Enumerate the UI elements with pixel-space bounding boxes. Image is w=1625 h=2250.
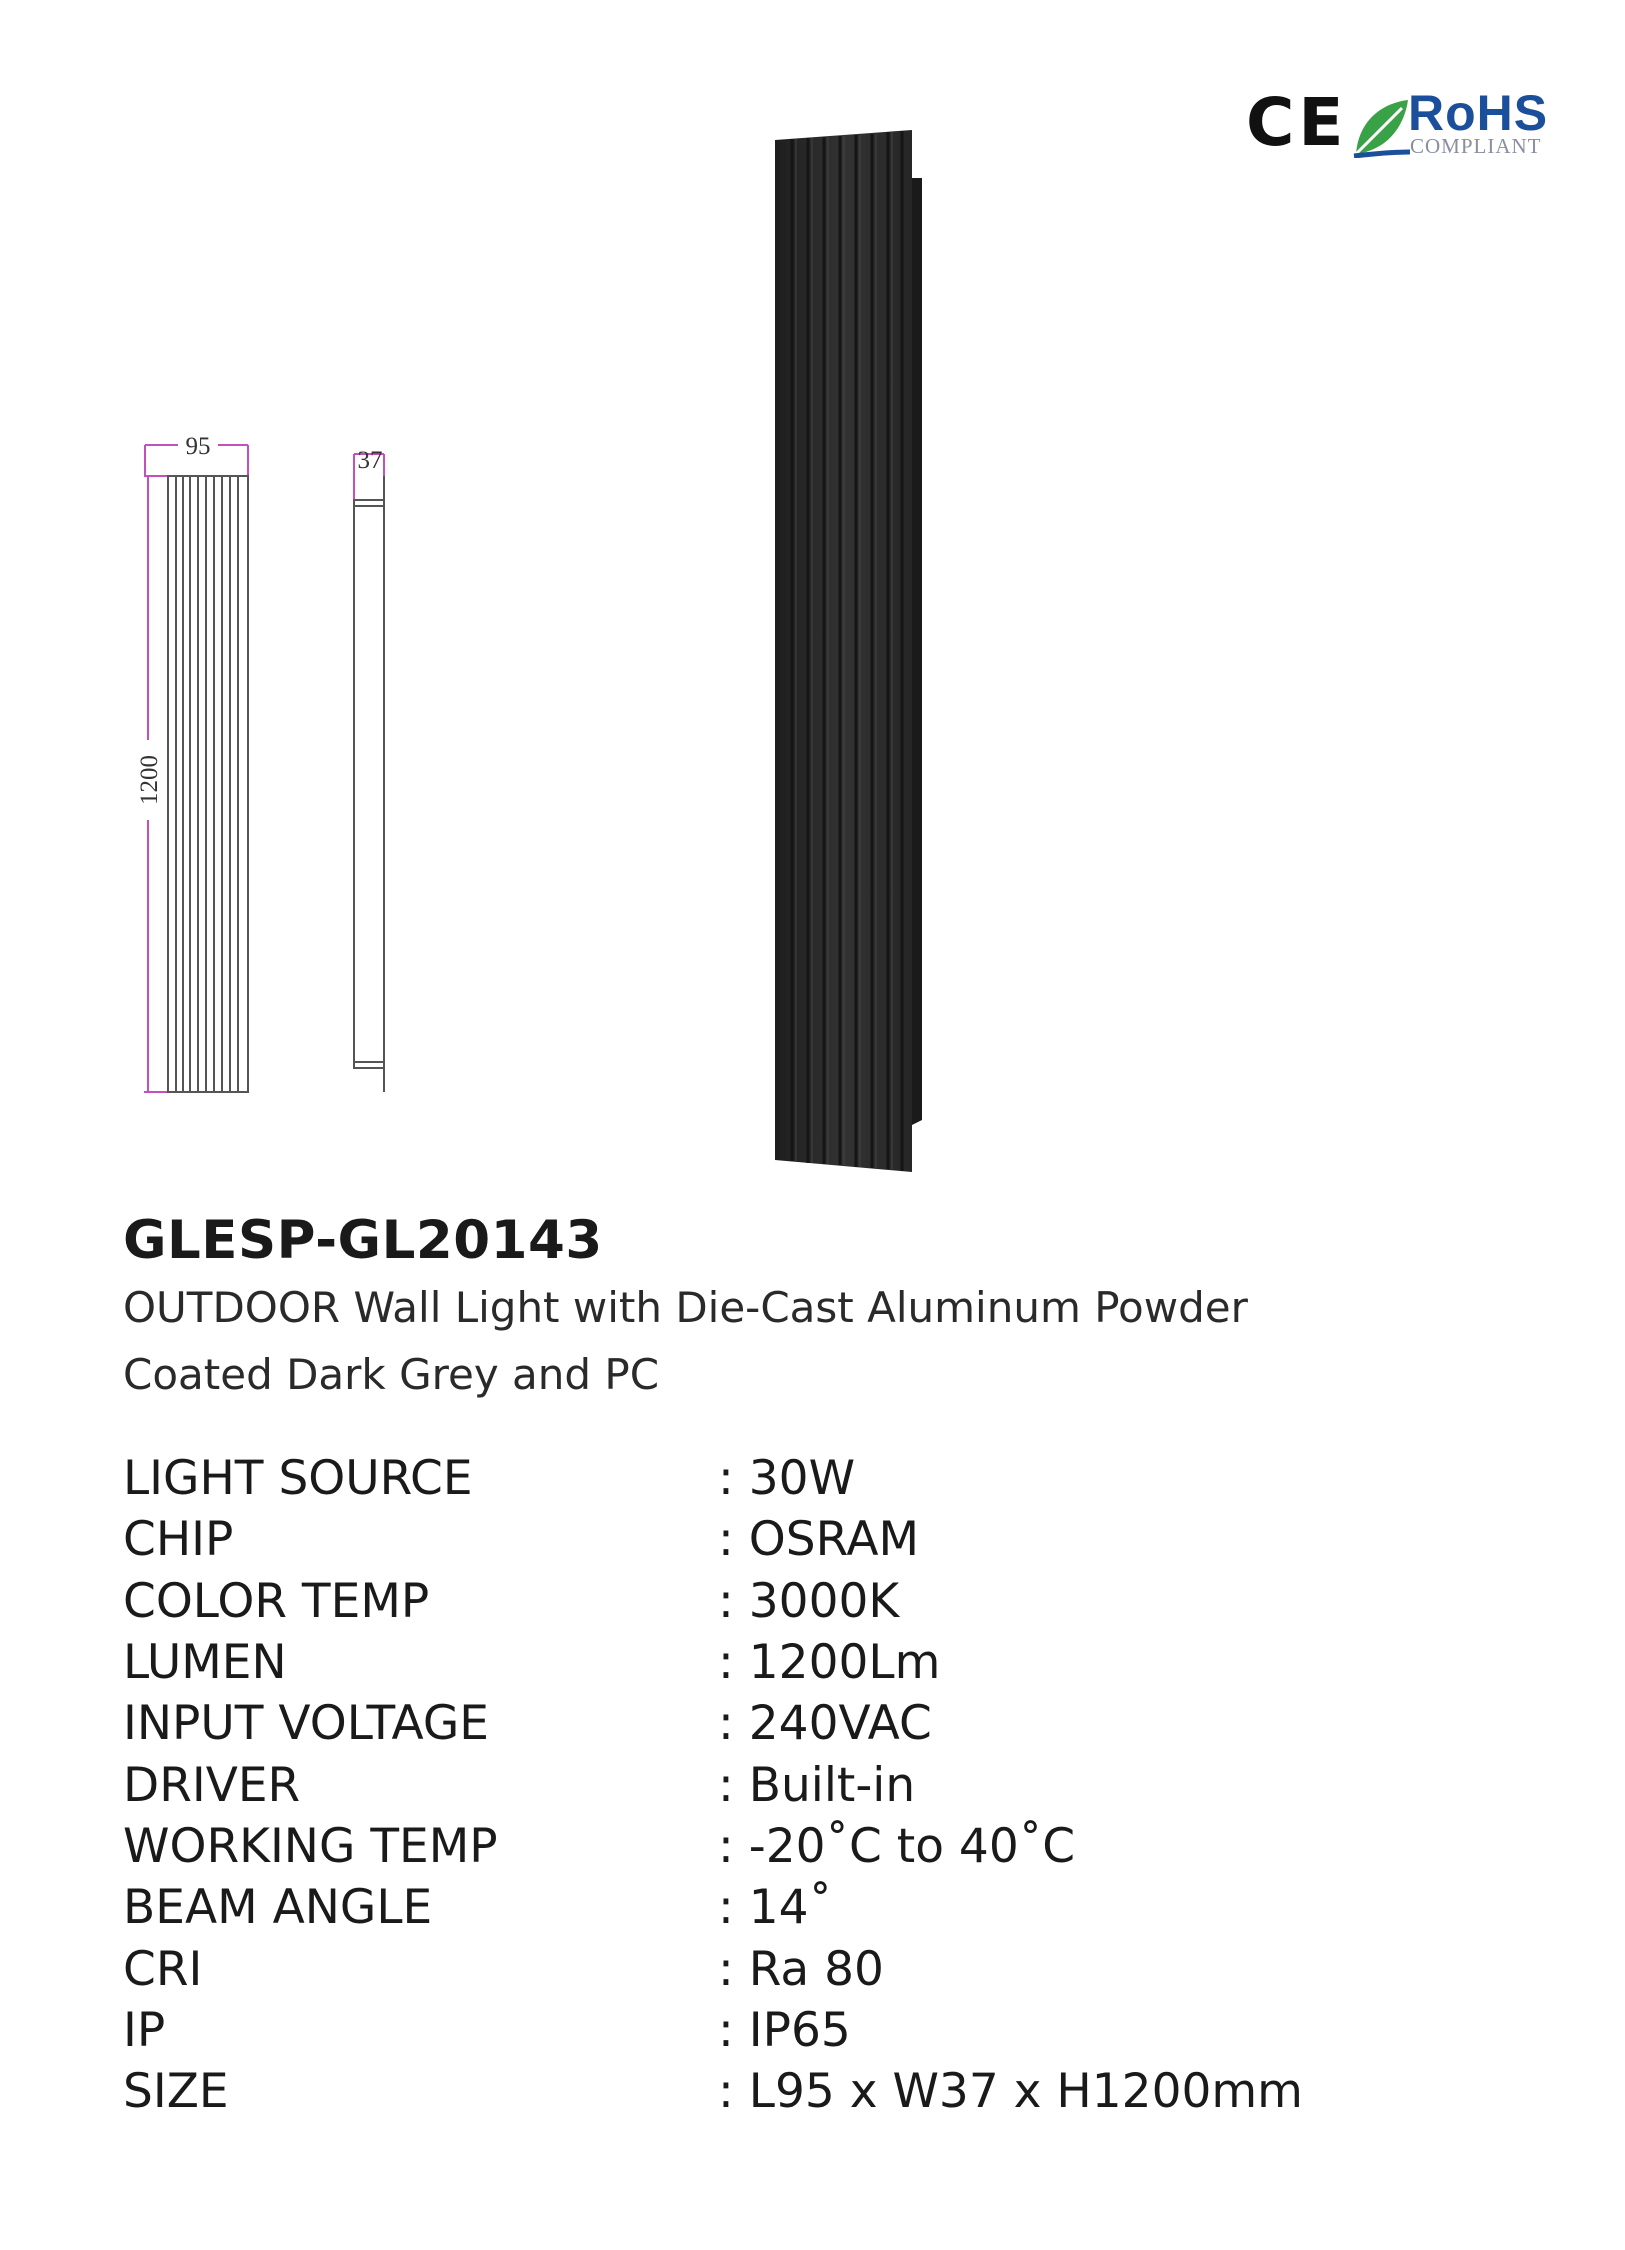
spec-value: : 14˚ <box>718 1880 833 1936</box>
spec-label: IP <box>123 2002 166 2058</box>
spec-label: CRI <box>123 1941 203 1997</box>
spec-value: : 3000K <box>718 1573 900 1629</box>
front-view-drawing <box>130 420 280 1100</box>
product-render-image <box>760 120 940 1180</box>
spec-label: DRIVER <box>123 1757 301 1813</box>
spec-label: WORKING TEMP <box>123 1818 498 1874</box>
spec-label: LIGHT SOURCE <box>123 1451 473 1507</box>
width-dimension-label: 95 <box>185 433 211 460</box>
spec-label: INPUT VOLTAGE <box>123 1696 489 1752</box>
spec-value: : 240VAC <box>718 1696 932 1752</box>
spec-label: CHIP <box>123 1512 234 1568</box>
spec-row-beam-angle <box>123 1877 1423 1938</box>
spec-value: : OSRAM <box>718 1512 920 1568</box>
spec-label: LUMEN <box>123 1635 287 1691</box>
spec-value: : Ra 80 <box>718 1941 884 1997</box>
spec-row-input-voltage <box>123 1693 1423 1754</box>
spec-value: : 1200Lm <box>718 1635 941 1691</box>
height-dimension-label: 1200 <box>136 755 163 805</box>
spec-row-lumen <box>123 1632 1423 1693</box>
product-description-line-1: OUTDOOR Wall Light with Die-Cast Aluminum Powder <box>123 1283 1248 1332</box>
spec-row-size <box>123 2061 1423 2122</box>
spec-row-cri <box>123 1938 1423 1999</box>
spec-value: : -20˚C to 40˚C <box>718 1818 1076 1874</box>
rohs-compliant-text: COMPLIANT <box>1410 134 1542 158</box>
side-view-drawing <box>340 440 400 1100</box>
spec-value: : 30W <box>718 1451 856 1507</box>
spec-value: : L95 x W37 x H1200mm <box>718 2064 1303 2120</box>
spec-value: : Built-in <box>718 1757 916 1813</box>
spec-row-color-temp <box>123 1571 1423 1632</box>
spec-row-light-source <box>123 1448 1423 1509</box>
spec-row-ip <box>123 2000 1423 2061</box>
rohs-logo <box>1352 85 1552 162</box>
spec-row-driver <box>123 1754 1423 1815</box>
leaf-icon <box>1352 96 1412 158</box>
ce-mark: CE <box>1246 84 1348 161</box>
rohs-text: RoHS <box>1408 85 1549 141</box>
spec-label: BEAM ANGLE <box>123 1880 433 1936</box>
spec-table <box>123 1448 1423 2122</box>
spec-label: SIZE <box>123 2064 229 2120</box>
product-description-line-2: Coated Dark Grey and PC <box>123 1350 660 1399</box>
spec-value: : IP65 <box>718 2002 851 2058</box>
spec-row-working-temp <box>123 1816 1423 1877</box>
product-code: GLESP-GL20143 <box>123 1210 603 1271</box>
spec-label: COLOR TEMP <box>123 1573 430 1629</box>
depth-dimension-label: 37 <box>357 447 383 474</box>
spec-row-chip <box>123 1509 1423 1570</box>
